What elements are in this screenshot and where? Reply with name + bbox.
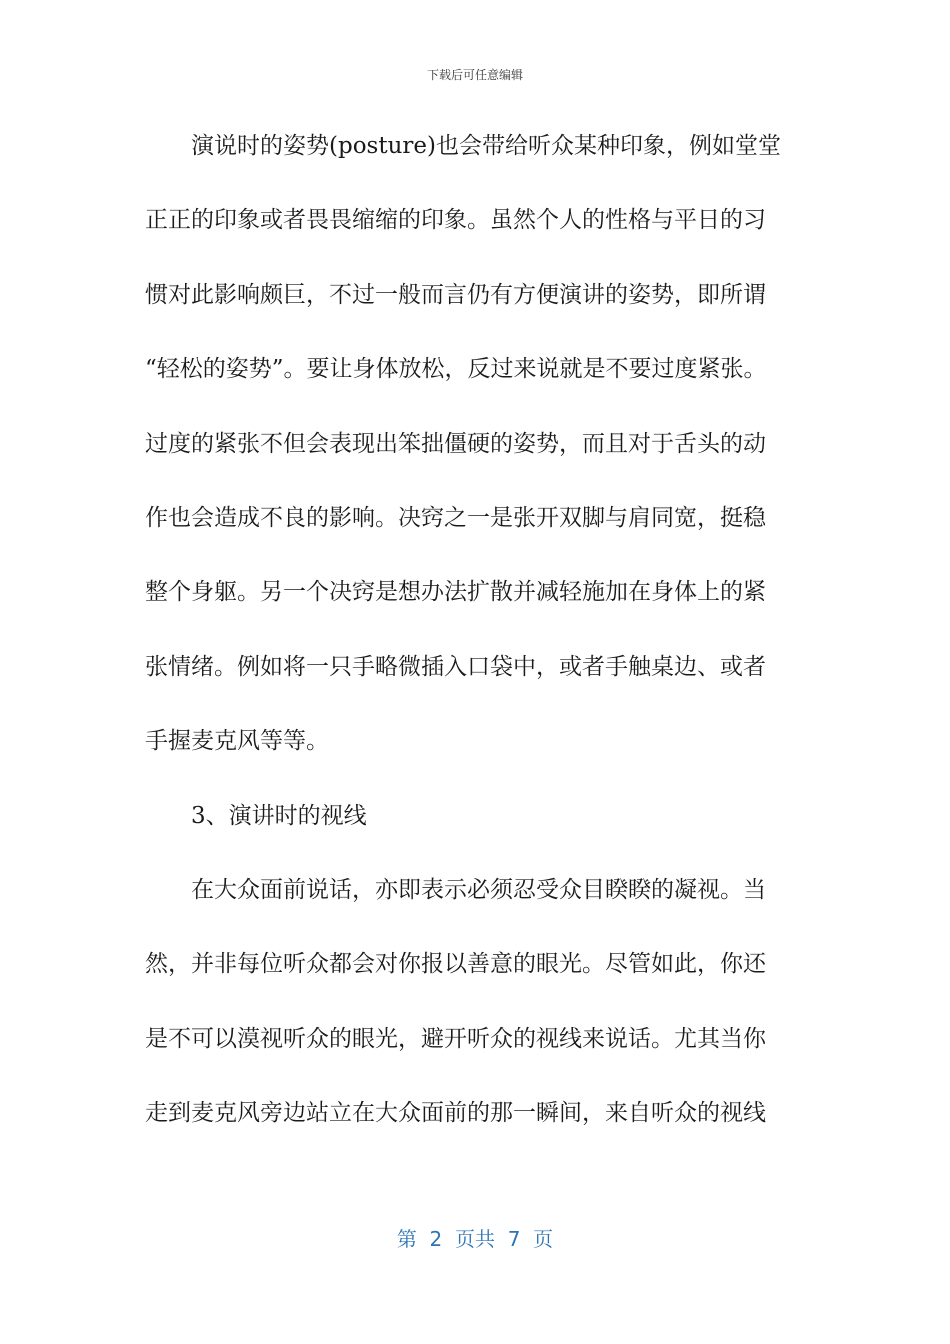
paragraph-line: 惯对此影响颇巨，不过一般而言仍有方便演讲的姿势，即所谓 <box>145 281 766 308</box>
section-heading: 3、演讲时的视线 <box>191 802 367 829</box>
paragraph-line: “轻松的姿势”。要让身体放松，反过来说就是不要过度紧张。 <box>145 356 767 383</box>
paragraph-line: 作也会造成不良的影响。决窍之一是张开双脚与肩同宽，挺稳 <box>145 504 766 531</box>
paragraph-line: 走到麦克风旁边站立在大众面前的那一瞬间，来自听众的视线 <box>145 1100 766 1127</box>
paragraph-line: 演说时的姿势(posture)也会带给听众某种印象，例如堂堂 <box>191 133 781 159</box>
paragraph-line: 过度的紧张不但会表现出笨拙僵硬的姿势，而且对于舌头的动 <box>145 430 766 457</box>
page-header: 下载后可任意编辑 <box>426 68 523 82</box>
page-footer: 第 2 页共 7 页 <box>396 1227 554 1251</box>
paragraph-line: 然，并非每位听众都会对你报以善意的眼光。尽管如此，你还 <box>145 951 766 978</box>
paragraph-line: 手握麦克风等等。 <box>145 728 329 755</box>
paragraph-line: 是不可以漠视听众的眼光，避开听众的视线来说话。尤其当你 <box>145 1025 766 1052</box>
paragraph-line: 正正的印象或者畏畏缩缩的印象。虽然个人的性格与平日的习 <box>145 207 766 234</box>
document-body <box>145 118 825 1159</box>
paragraph-line: 整个身躯。另一个决窍是想办法扩散并减轻施加在身体上的紧 <box>145 579 766 606</box>
paragraph-line: 在大众面前说话，亦即表示必须忍受众目睽睽的凝视。当 <box>191 876 766 903</box>
paragraph-line: 张情绪。例如将一只手略微插入口袋中，或者手触桌边、或者 <box>145 653 766 680</box>
